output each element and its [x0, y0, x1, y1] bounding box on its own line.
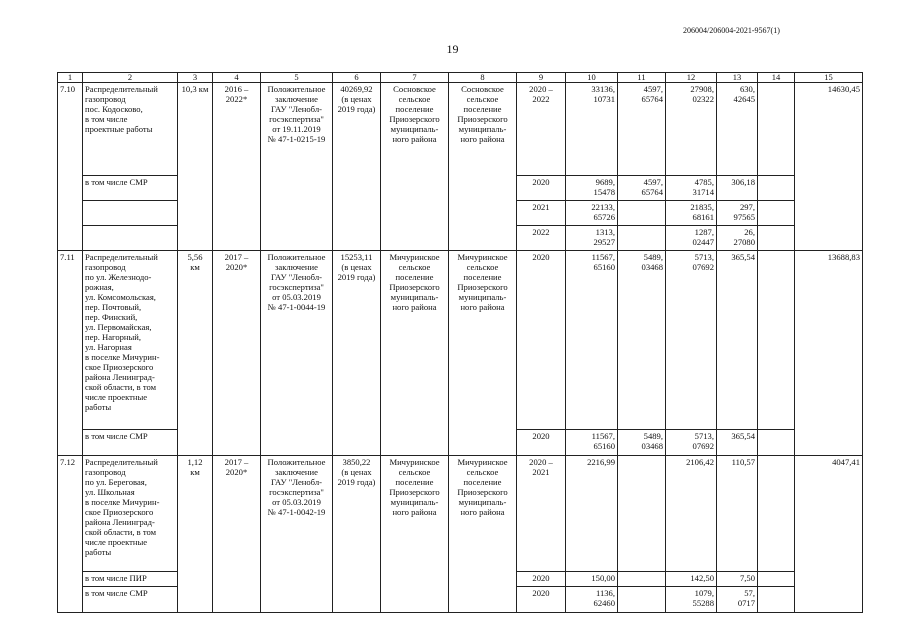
value-col12: 21835, 68161 — [666, 201, 717, 226]
item-length: 5,56 км — [178, 251, 213, 456]
sub-years: 2020 — [517, 430, 566, 456]
value-col10: 1313, 29527 — [566, 226, 618, 251]
value-col10: 11567, 65160 — [566, 251, 618, 430]
item-conclusion: Положительное заключение ГАУ "Ленобл- госэкспертиза" от 05.03.2019 № 47-1-0042-19 — [261, 456, 333, 613]
value-col14 — [758, 226, 795, 251]
value-col10: 33136, 10731 — [566, 83, 618, 176]
value-col11: 4597, 65764 — [618, 176, 666, 201]
document-number: 206004/206004-2021-9567(1) — [683, 26, 780, 35]
item-name: Распределительный газопровод пос. Кодосково, в том числе проектные работы — [83, 83, 178, 176]
column-number-header: 14 — [758, 73, 795, 83]
column-number-header: 3 — [178, 73, 213, 83]
column-number-header: 13 — [717, 73, 758, 83]
column-number-header: 11 — [618, 73, 666, 83]
item-operator: Сосновское сельское поселение Приозерского муниципаль- ного района — [449, 83, 517, 251]
sub-label: в том числе СМР — [83, 176, 178, 201]
value-col10: 22133, 65726 — [566, 201, 618, 226]
item-number: 7.10 — [58, 83, 83, 251]
item-owner: Мичуринское сельское поселение Приозерского муниципаль- ного района — [381, 456, 449, 613]
value-col11 — [618, 226, 666, 251]
value-col15: 4047,41 — [795, 456, 863, 613]
value-col10: 2216,99 — [566, 456, 618, 572]
value-col15: 13688,83 — [795, 251, 863, 456]
value-col12: 2106,42 — [666, 456, 717, 572]
value-col11: 4597, 65764 — [618, 83, 666, 176]
value-col10: 11567, 65160 — [566, 430, 618, 456]
sub-label — [83, 201, 178, 226]
item-length: 1,12 км — [178, 456, 213, 613]
page-number: 19 — [446, 42, 459, 56]
value-col14 — [758, 456, 795, 572]
value-col13: 57, 0717 — [717, 587, 758, 613]
sub-label — [83, 226, 178, 251]
value-col12: 5713, 07692 — [666, 251, 717, 430]
value-col11: 5489, 03468 — [618, 251, 666, 430]
item-name: Распределительный газопровод по ул. Береговая, ул. Школьная в поселке Мичурин- ское Приозерского района Ленинград- ской области, в том числе проектные работы — [83, 456, 178, 572]
item-row — [58, 456, 863, 572]
item-cost: 3850,22 (в ценах 2019 года) — [333, 456, 381, 613]
header-row — [58, 73, 863, 83]
value-col11 — [618, 572, 666, 587]
item-years: 2020 – 2022 — [517, 83, 566, 176]
item-conclusion: Положительное заключение ГАУ "Ленобл- госэкспертиза" от 19.11.2019 № 47-1-0215-19 — [261, 83, 333, 251]
item-owner: Мичуринское сельское поселение Приозерского муниципаль- ного района — [381, 251, 449, 456]
value-col13: 110,57 — [717, 456, 758, 572]
item-cost: 15253,11 (в ценах 2019 года) — [333, 251, 381, 456]
value-col14 — [758, 587, 795, 613]
value-col15: 14630,45 — [795, 83, 863, 251]
item-operator: Мичуринское сельское поселение Приозерского муниципаль- ного района — [449, 456, 517, 613]
item-operator: Мичуринское сельское поселение Приозерского муниципаль- ного района — [449, 251, 517, 456]
column-number-header: 10 — [566, 73, 618, 83]
item-name: Распределительный газопровод по ул. Железнодо- рожная, ул. Комсомольская, пер. Почтовый, пер. Финский, ул. Первомайская, пер. Нагорный, ул. Нагорная в поселке Мичурин- ское Приозерского района Ленинград- ской области, в том числе проектные работы — [83, 251, 178, 430]
value-col12: 27908, 02322 — [666, 83, 717, 176]
value-col11 — [618, 201, 666, 226]
value-col13: 7,50 — [717, 572, 758, 587]
value-col10: 9689, 15478 — [566, 176, 618, 201]
value-col13: 630, 42645 — [717, 83, 758, 176]
item-number: 7.11 — [58, 251, 83, 456]
sub-years: 2020 — [517, 176, 566, 201]
item-cost: 40269,92 (в ценах 2019 года) — [333, 83, 381, 251]
gas-pipeline-table — [57, 72, 863, 613]
sub-label: в том числе СМР — [83, 430, 178, 456]
column-number-header: 9 — [517, 73, 566, 83]
item-years: 2020 – 2021 — [517, 456, 566, 572]
column-number-header: 5 — [261, 73, 333, 83]
value-col12: 1079, 55288 — [666, 587, 717, 613]
column-number-header: 15 — [795, 73, 863, 83]
column-number-header: 12 — [666, 73, 717, 83]
column-number-header: 2 — [83, 73, 178, 83]
value-col14 — [758, 251, 795, 430]
item-owner: Сосновское сельское поселение Приозерского муниципаль- ного района — [381, 83, 449, 251]
value-col11 — [618, 456, 666, 572]
value-col13: 306,18 — [717, 176, 758, 201]
value-col13: 365,54 — [717, 251, 758, 430]
sub-years: 2021 — [517, 201, 566, 226]
value-col14 — [758, 83, 795, 176]
value-col13: 297, 97565 — [717, 201, 758, 226]
value-col10: 150,00 — [566, 572, 618, 587]
value-col13: 365,54 — [717, 430, 758, 456]
sub-label: в том числе ПИР — [83, 572, 178, 587]
column-number-header: 1 — [58, 73, 83, 83]
value-col12: 5713, 07692 — [666, 430, 717, 456]
item-conclusion: Положительное заключение ГАУ "Ленобл- госэкспертиза" от 05.03.2019 № 47-1-0044-19 — [261, 251, 333, 456]
sub-years: 2020 — [517, 587, 566, 613]
item-length: 10,3 км — [178, 83, 213, 251]
sub-label: в том числе СМР — [83, 587, 178, 613]
sub-years: 2020 — [517, 572, 566, 587]
value-col13: 26, 27080 — [717, 226, 758, 251]
column-number-header: 8 — [449, 73, 517, 83]
value-col12: 142,50 — [666, 572, 717, 587]
item-row — [58, 83, 863, 176]
column-number-header: 7 — [381, 73, 449, 83]
column-number-header: 4 — [213, 73, 261, 83]
column-number-header: 6 — [333, 73, 381, 83]
item-years: 2020 — [517, 251, 566, 430]
value-col14 — [758, 176, 795, 201]
value-col14 — [758, 430, 795, 456]
value-col12: 4785, 31714 — [666, 176, 717, 201]
sub-years: 2022 — [517, 226, 566, 251]
item-row — [58, 251, 863, 430]
value-col11: 5489, 03468 — [618, 430, 666, 456]
item-period: 2016 – 2022* — [213, 83, 261, 251]
item-period: 2017 – 2020* — [213, 456, 261, 613]
value-col11 — [618, 587, 666, 613]
item-number: 7.12 — [58, 456, 83, 613]
value-col10: 1136, 62460 — [566, 587, 618, 613]
value-col14 — [758, 201, 795, 226]
value-col14 — [758, 572, 795, 587]
item-period: 2017 – 2020* — [213, 251, 261, 456]
value-col12: 1287, 02447 — [666, 226, 717, 251]
